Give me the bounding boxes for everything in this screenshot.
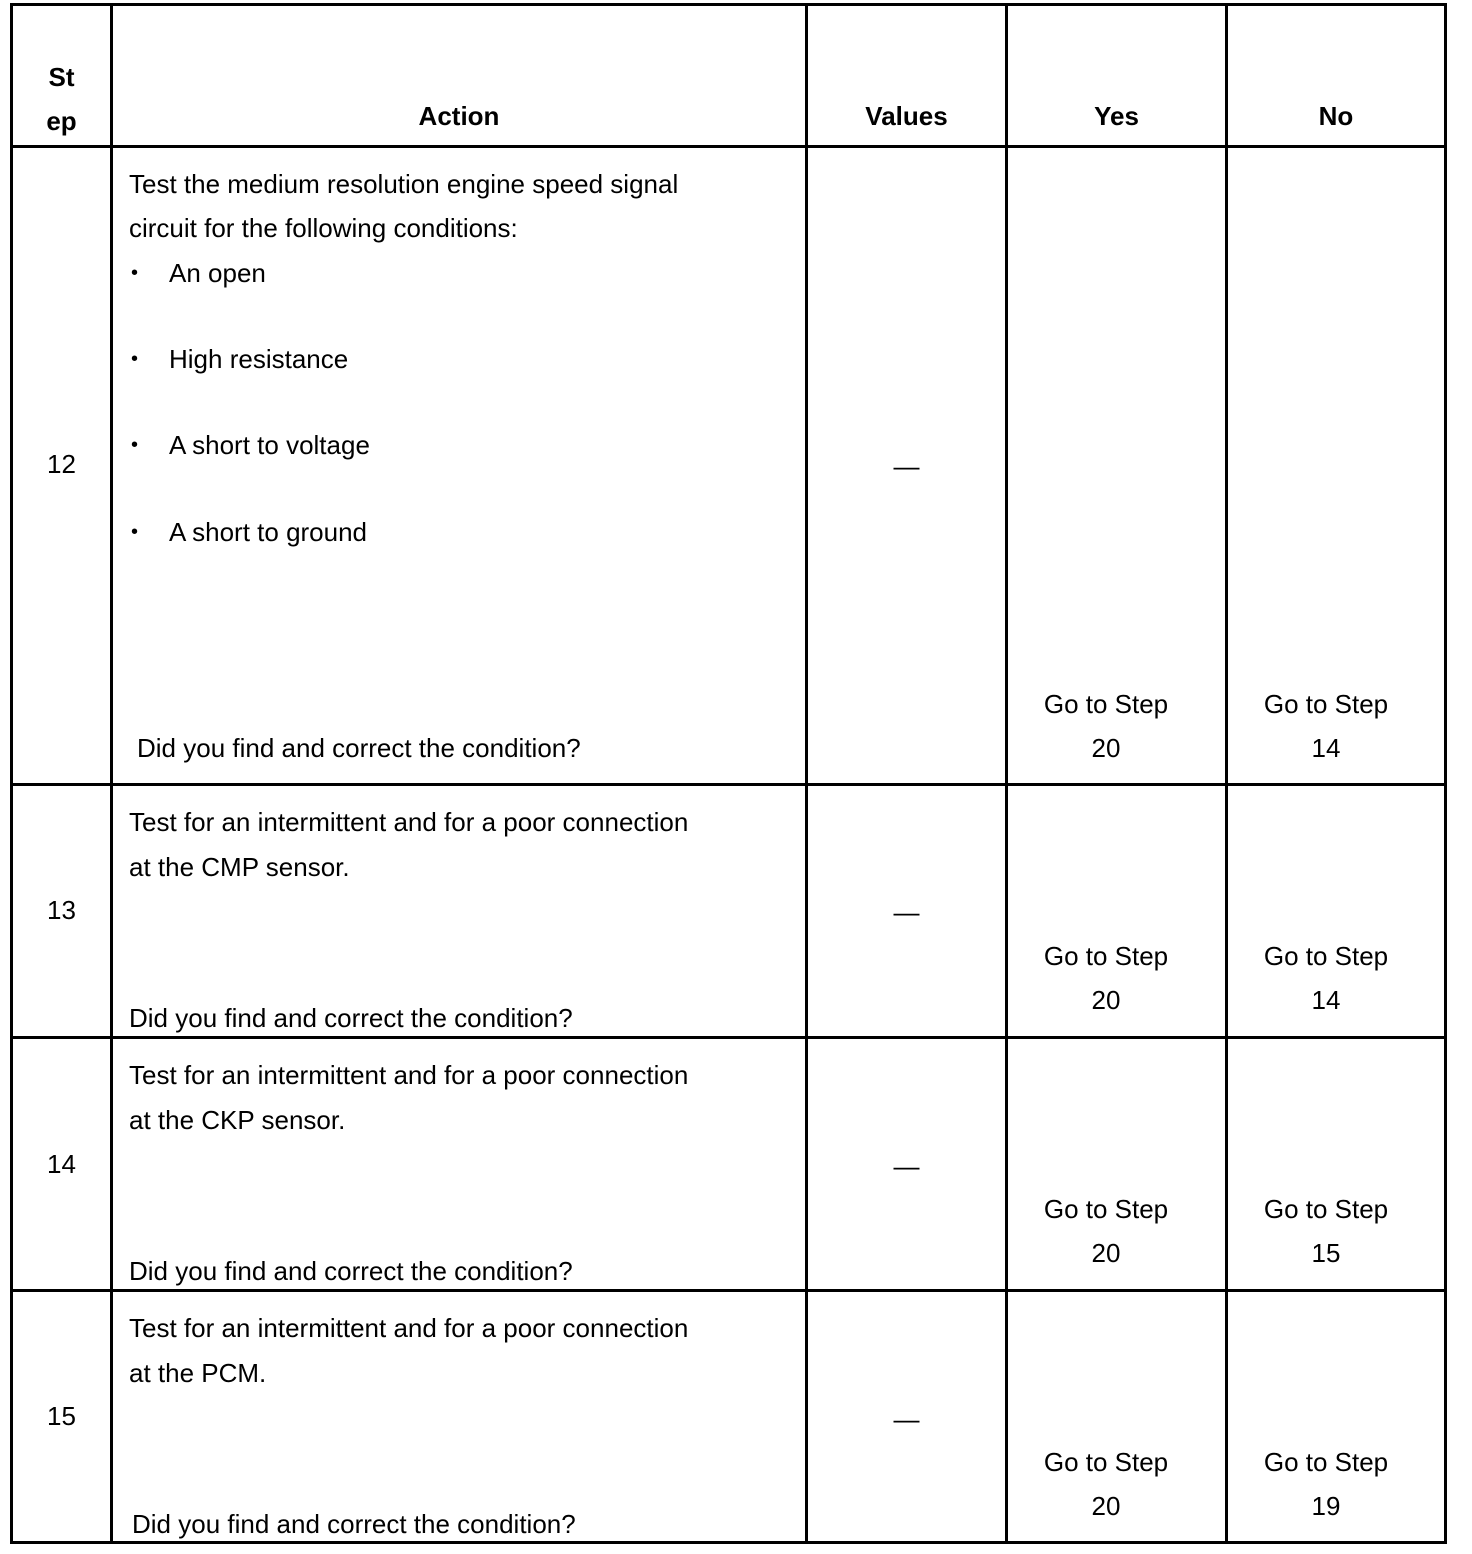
action-text: at the CKP sensor. (129, 1105, 346, 1135)
step-number: 15 (47, 1401, 76, 1431)
action-text: Test for an intermittent and for a poor connection (129, 1060, 689, 1090)
value-dash: — (893, 897, 920, 927)
header-action: Action (418, 101, 500, 131)
yes-result: Go to Step 20 (1043, 1194, 1169, 1268)
header-no: No (1318, 101, 1354, 131)
action-text: circuit for the following conditions: (129, 213, 518, 243)
action-text: Test for an intermittent and for a poor connection (129, 1313, 689, 1343)
step-number: 12 (47, 449, 76, 479)
diagnostic-step-table (10, 3, 1447, 1544)
yes-result: Go to Step 20 (1043, 689, 1169, 763)
bullet-icon: • (131, 262, 139, 284)
value-dash: — (893, 451, 920, 481)
bullet-icon: • (131, 348, 139, 370)
action-question: Did you find and correct the condition? (129, 1003, 573, 1033)
action-question: Did you find and correct the condition? (137, 733, 581, 763)
column-divider (1005, 3, 1008, 1544)
action-text: Test the medium resolution engine speed signal (129, 169, 679, 199)
action-question: Did you find and correct the condition? (129, 1256, 573, 1286)
yes-result: Go to Step 20 (1043, 1447, 1169, 1521)
header-step-line2: ep (46, 106, 77, 136)
column-divider (110, 3, 113, 1544)
header-step-line1: St (48, 62, 75, 92)
condition-item: High resistance (169, 344, 349, 374)
bullet-icon: • (131, 521, 139, 543)
value-dash: — (893, 1404, 920, 1434)
action-text: at the CMP sensor. (129, 852, 350, 882)
step-number: 13 (47, 895, 76, 925)
no-result: Go to Step 15 (1263, 1194, 1389, 1268)
column-divider (1225, 3, 1228, 1544)
column-divider (805, 3, 808, 1544)
header-step (13, 55, 110, 143)
header-yes: Yes (1094, 101, 1139, 131)
condition-item: A short to voltage (169, 430, 370, 460)
header-values: Values (865, 101, 948, 131)
table-border-left (10, 3, 13, 1544)
row-divider (10, 783, 1447, 786)
value-dash: — (893, 1151, 920, 1181)
table-border-top (10, 3, 1447, 6)
condition-item: An open (169, 258, 266, 288)
action-text: Test for an intermittent and for a poor connection (129, 807, 689, 837)
no-result: Go to Step 14 (1263, 941, 1389, 1015)
table-border-right (1444, 3, 1447, 1544)
yes-result: Go to Step 20 (1043, 941, 1169, 1015)
bullet-icon: • (131, 434, 139, 456)
header-divider (10, 145, 1447, 148)
no-result: Go to Step 19 (1263, 1447, 1389, 1521)
step-number: 14 (47, 1149, 76, 1179)
action-text: at the PCM. (129, 1358, 267, 1388)
action-question: Did you find and correct the condition? (132, 1509, 576, 1539)
condition-item: A short to ground (169, 517, 368, 547)
no-result: Go to Step 14 (1263, 689, 1389, 763)
